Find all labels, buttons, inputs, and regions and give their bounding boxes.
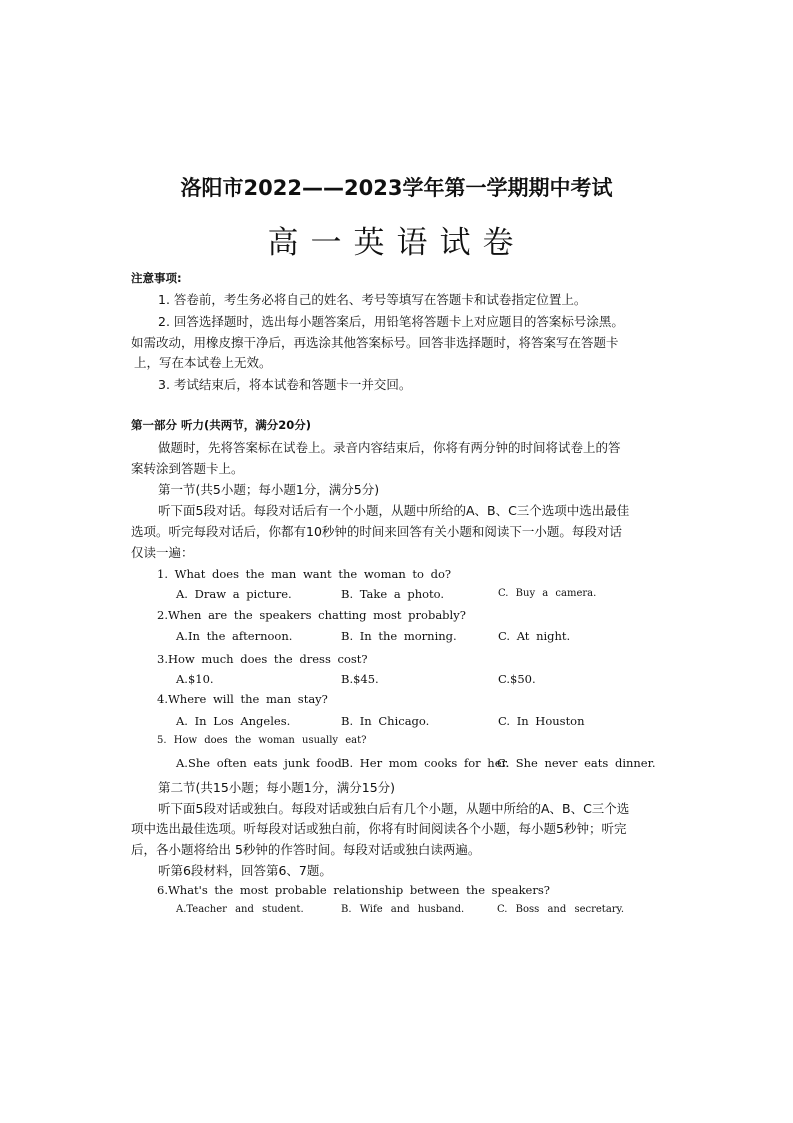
question-5-option-b: B. Her mom cooks for her. <box>341 756 510 770</box>
question-1-option-b: B. Take a photo. <box>341 587 445 601</box>
section1-heading: 第一节(共5小题；每小题1分，满分5分) <box>158 482 380 497</box>
part1-heading: 第一部分 听力(共两节，满分20分) <box>131 418 312 432</box>
question-2: 2.When are the speakers chatting most probably? <box>157 608 466 622</box>
question-5: 5. How does the woman usually eat? <box>157 735 367 746</box>
question-4-option-c: C. In Houston <box>498 714 585 728</box>
question-2-option-b: B. In the morning. <box>341 629 457 643</box>
question-3-option-b: B.$45. <box>341 672 379 686</box>
question-1-option-c: C. Buy a camera. <box>498 588 597 599</box>
question-6-option-b: B. Wife and husband. <box>341 904 465 915</box>
exam-subtitle: 高一英语试卷 <box>267 225 526 261</box>
part1-intro-line-1: 做题时，先将答案标在试卷上。录音内容结束后，你将有两分钟的时间将试卷上的答 <box>158 440 621 455</box>
question-3: 3.How much does the dress cost? <box>157 652 368 666</box>
section2-line-1: 听下面5段对话或独白。每段对话或独白后有几个小题，从题中所给的A、B、C三个选 <box>158 801 630 816</box>
notice-item-2-line-3: 上，写在本试卷上无效。 <box>134 355 272 370</box>
notice-item-3: 3. 考试结束后，将本试卷和答题卡一并交回。 <box>158 377 412 392</box>
part1-intro-line-2: 案转涂到答题卡上。 <box>131 461 244 476</box>
question-1-option-a: A. Draw a picture. <box>176 587 292 601</box>
question-2-option-c: C. At night. <box>498 629 571 643</box>
question-3-option-c: C.$50. <box>498 672 536 686</box>
section1-line-1: 听下面5段对话。每段对话后有一个小题，从题中所给的A、B、C三个选项中选出最佳 <box>158 503 630 518</box>
question-6-option-a: A.Teacher and student. <box>176 904 304 915</box>
notice-item-1: 1. 答卷前，考生务必将自己的姓名、考号等填写在答题卡和试卷指定位置上。 <box>158 292 587 307</box>
question-6-option-c: C. Boss and secretary. <box>497 904 625 915</box>
notice-item-2-line-2: 如需改动，用橡皮擦干净后，再选涂其他答案标号。回答非选择题时，将答案写在答题卡 <box>131 335 619 350</box>
question-4-option-b: B. In Chicago. <box>341 714 430 728</box>
exam-title: 洛阳市2022——2023学年第一学期期中考试 <box>180 176 613 200</box>
question-2-option-a: A.In the afternoon. <box>176 629 293 643</box>
question-4-option-a: A. In Los Angeles. <box>176 714 291 728</box>
question-1: 1. What does the man want the woman to do? <box>157 567 452 581</box>
material-6-instruction: 听第6段材料，回答第6、7题。 <box>158 863 332 878</box>
section2-heading: 第二节(共15小题；每小题1分，满分15分) <box>158 780 396 795</box>
notice-item-2-line-1: 2. 回答选择题时，选出每小题答案后，用铅笔将答题卡上对应题目的答案标号涂黑。 <box>158 314 624 329</box>
question-3-option-a: A.$10. <box>176 672 214 686</box>
notice-heading: 注意事项: <box>131 271 182 285</box>
section1-line-3: 仅读一遍： <box>131 545 194 560</box>
section2-line-3: 后，各小题将给出 5秒钟的作答时间。每段对话或独白读两遍。 <box>131 842 481 857</box>
question-5-option-c: C. She never eats dinner. <box>497 756 656 770</box>
section1-line-2: 选项。听完每段对话后，你都有10秒钟的时间来回答有关小题和阅读下一小题。每段对话 <box>131 524 622 539</box>
section2-line-2: 项中选出最佳选项。听每段对话或独白前，你将有时间阅读各个小题，每小题5秒钟；听完 <box>131 821 627 836</box>
question-5-option-a: A.She often eats junk food. <box>176 756 346 770</box>
question-4: 4.Where will the man stay? <box>157 692 328 706</box>
question-6: 6.What's the most probable relationship between the speakers? <box>157 883 550 897</box>
